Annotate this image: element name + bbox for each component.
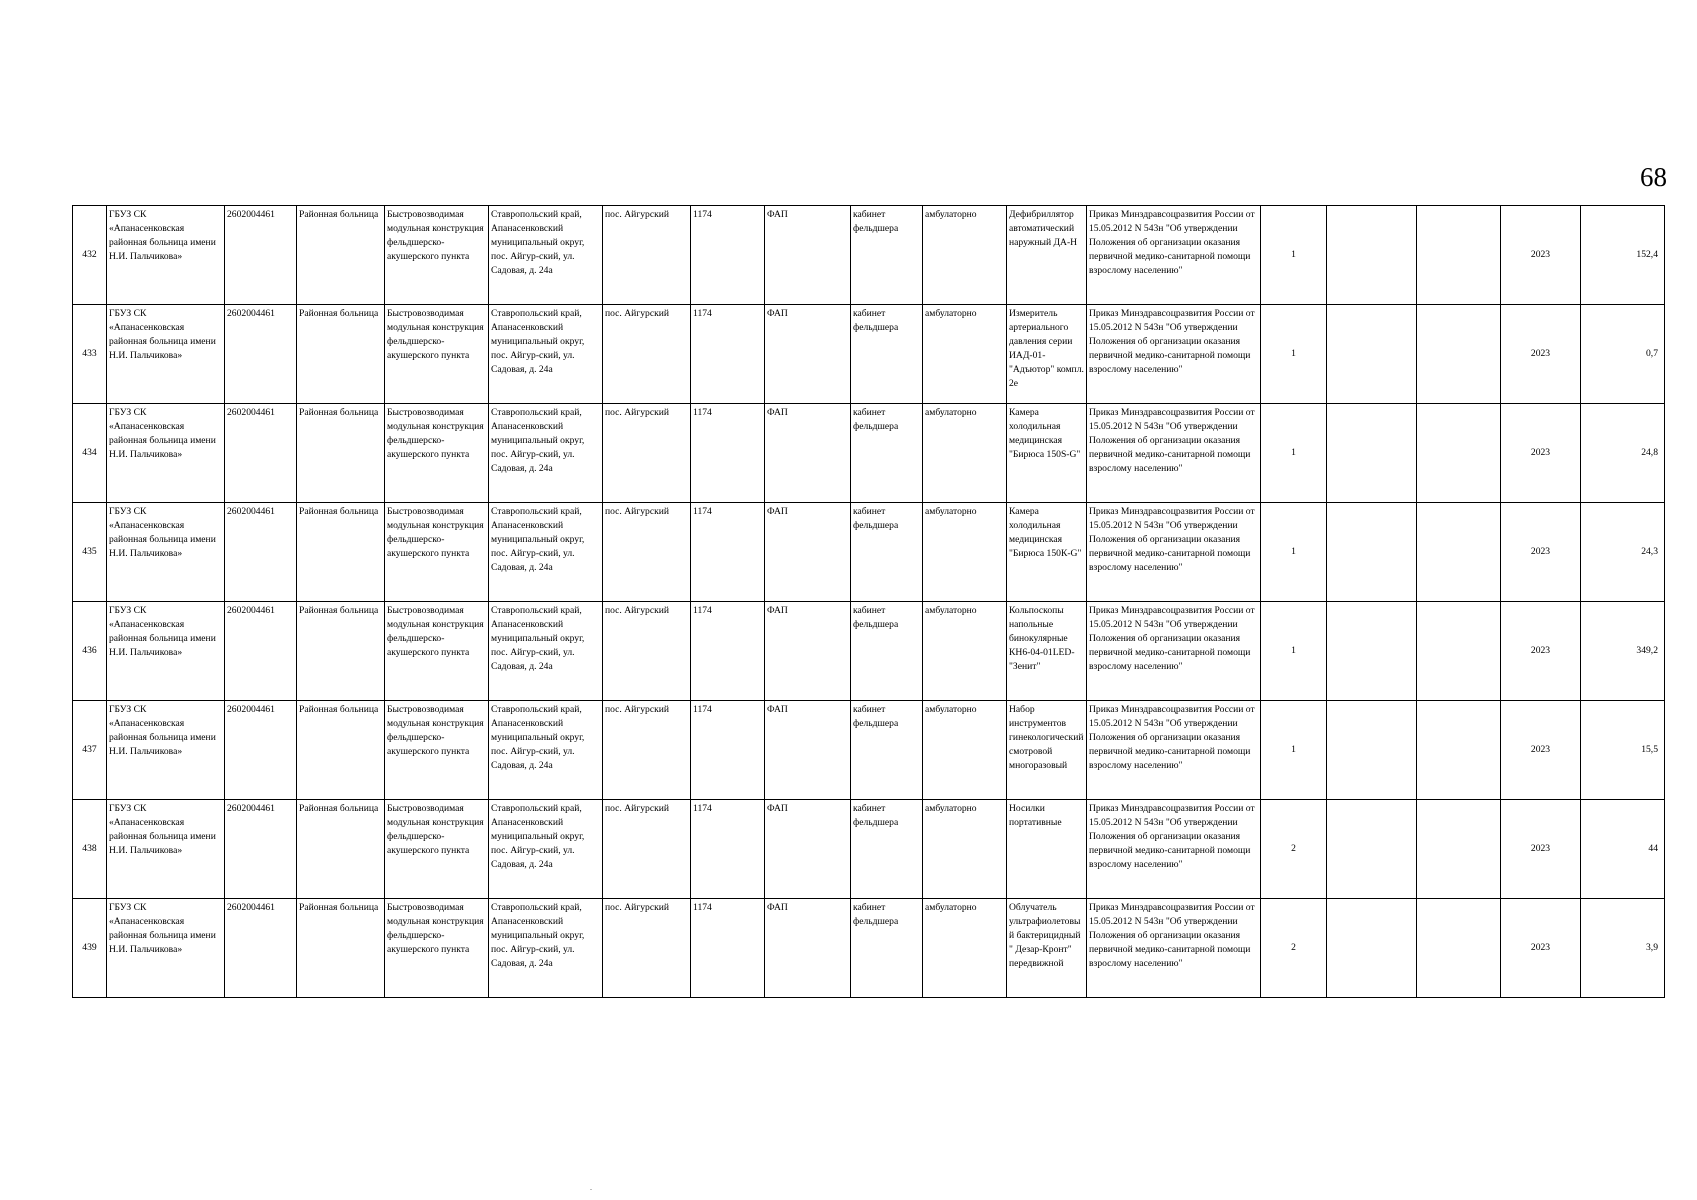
table-row bbox=[73, 602, 1665, 701]
scan-dot: . bbox=[590, 1183, 592, 1192]
facility-type-cell: Районная больница bbox=[297, 206, 385, 305]
unit-cell: ФАП bbox=[765, 602, 851, 701]
locality-cell: пос. Айгурский bbox=[603, 503, 691, 602]
price-cell: 3,9 bbox=[1581, 899, 1665, 998]
inn-cell: 2602004461 bbox=[225, 800, 297, 899]
table-row bbox=[73, 899, 1665, 998]
price-cell: 24,8 bbox=[1581, 404, 1665, 503]
table-row bbox=[73, 503, 1665, 602]
quantity-cell: 1 bbox=[1261, 206, 1327, 305]
quantity-cell: 1 bbox=[1261, 404, 1327, 503]
row-number: 439 bbox=[73, 899, 107, 998]
organization-cell: ГБУЗ СК «Апанасенковская районная больница имени Н.И. Пальчикова» bbox=[107, 206, 225, 305]
year-cell: 2023 bbox=[1501, 305, 1581, 404]
equipment-cell: Носилки портативные bbox=[1007, 800, 1087, 899]
address-cell: Ставропольский край, Апанасенковский муниципальный округ, пос. Айгур-ский, ул. Садовая, д. 24а bbox=[489, 701, 603, 800]
empty-cell bbox=[1327, 305, 1417, 404]
quantity-cell: 1 bbox=[1261, 503, 1327, 602]
building-cell: Быстровозводимая модульная конструкция фельдшерско-акушерского пункта bbox=[385, 602, 489, 701]
row-number: 435 bbox=[73, 503, 107, 602]
building-cell: Быстровозводимая модульная конструкция фельдшерско-акушерского пункта bbox=[385, 800, 489, 899]
building-cell: Быстровозводимая модульная конструкция фельдшерско-акушерского пункта bbox=[385, 404, 489, 503]
address-cell: Ставропольский край, Апанасенковский муниципальный округ, пос. Айгур-ский, ул. Садовая, д. 24а bbox=[489, 602, 603, 701]
unit-cell: ФАП bbox=[765, 404, 851, 503]
row-number: 434 bbox=[73, 404, 107, 503]
table-row bbox=[73, 305, 1665, 404]
price-cell: 24,3 bbox=[1581, 503, 1665, 602]
price-cell: 349,2 bbox=[1581, 602, 1665, 701]
mode-cell: амбулаторно bbox=[923, 206, 1007, 305]
equipment-cell: Камера холодильная медицинская "Бирюса 150S-G" bbox=[1007, 404, 1087, 503]
mode-cell: амбулаторно bbox=[923, 899, 1007, 998]
unit-cell: ФАП bbox=[765, 899, 851, 998]
facility-type-cell: Районная больница bbox=[297, 503, 385, 602]
locality-cell: пос. Айгурский bbox=[603, 701, 691, 800]
table-row bbox=[73, 404, 1665, 503]
facility-type-cell: Районная больница bbox=[297, 899, 385, 998]
room-cell: кабинет фельдшера bbox=[851, 503, 923, 602]
price-cell: 0,7 bbox=[1581, 305, 1665, 404]
inn-cell: 2602004461 bbox=[225, 701, 297, 800]
population-cell: 1174 bbox=[691, 404, 765, 503]
empty-cell bbox=[1327, 503, 1417, 602]
locality-cell: пос. Айгурский bbox=[603, 602, 691, 701]
year-cell: 2023 bbox=[1501, 602, 1581, 701]
room-cell: кабинет фельдшера bbox=[851, 701, 923, 800]
empty-cell bbox=[1417, 800, 1501, 899]
facility-type-cell: Районная больница bbox=[297, 404, 385, 503]
equipment-cell: Кольпоскопы напольные бинокулярные КН6-04-01LED-"Зенит" bbox=[1007, 602, 1087, 701]
organization-cell: ГБУЗ СК «Апанасенковская районная больница имени Н.И. Пальчикова» bbox=[107, 899, 225, 998]
inn-cell: 2602004461 bbox=[225, 206, 297, 305]
row-number: 438 bbox=[73, 800, 107, 899]
facility-type-cell: Районная больница bbox=[297, 602, 385, 701]
building-cell: Быстровозводимая модульная конструкция фельдшерско-акушерского пункта bbox=[385, 305, 489, 404]
quantity-cell: 2 bbox=[1261, 800, 1327, 899]
room-cell: кабинет фельдшера bbox=[851, 800, 923, 899]
row-number: 437 bbox=[73, 701, 107, 800]
year-cell: 2023 bbox=[1501, 701, 1581, 800]
organization-cell: ГБУЗ СК «Апанасенковская районная больница имени Н.И. Пальчикова» bbox=[107, 701, 225, 800]
equipment-table bbox=[72, 205, 1665, 998]
mode-cell: амбулаторно bbox=[923, 602, 1007, 701]
population-cell: 1174 bbox=[691, 206, 765, 305]
building-cell: Быстровозводимая модульная конструкция фельдшерско-акушерского пункта bbox=[385, 899, 489, 998]
inn-cell: 2602004461 bbox=[225, 899, 297, 998]
empty-cell bbox=[1417, 305, 1501, 404]
row-number: 432 bbox=[73, 206, 107, 305]
equipment-cell: Облучатель ультрафиолетовый бактерицидный " Дезар-Кронт" передвижной bbox=[1007, 899, 1087, 998]
population-cell: 1174 bbox=[691, 602, 765, 701]
population-cell: 1174 bbox=[691, 701, 765, 800]
building-cell: Быстровозводимая модульная конструкция фельдшерско-акушерского пункта bbox=[385, 206, 489, 305]
page-number: 68 bbox=[1640, 162, 1667, 192]
order-cell: Приказ Минздравсоцразвития России от 15.05.2012 N 543н "Об утверждении Положения об организации оказания первичной медико-санитарной помощи взрослому населению" bbox=[1087, 800, 1261, 899]
quantity-cell: 1 bbox=[1261, 305, 1327, 404]
unit-cell: ФАП bbox=[765, 206, 851, 305]
empty-cell bbox=[1327, 602, 1417, 701]
mode-cell: амбулаторно bbox=[923, 800, 1007, 899]
year-cell: 2023 bbox=[1501, 503, 1581, 602]
facility-type-cell: Районная больница bbox=[297, 701, 385, 800]
organization-cell: ГБУЗ СК «Апанасенковская районная больница имени Н.И. Пальчикова» bbox=[107, 305, 225, 404]
equipment-cell: Измеритель артериального давления серии ИАД-01-"Адъютор" компл. 2е bbox=[1007, 305, 1087, 404]
order-cell: Приказ Минздравсоцразвития России от 15.05.2012 N 543н "Об утверждении Положения об организации оказания первичной медико-санитарной помощи взрослому населению" bbox=[1087, 404, 1261, 503]
quantity-cell: 1 bbox=[1261, 602, 1327, 701]
year-cell: 2023 bbox=[1501, 404, 1581, 503]
empty-cell bbox=[1327, 899, 1417, 998]
population-cell: 1174 bbox=[691, 305, 765, 404]
table-row bbox=[73, 800, 1665, 899]
room-cell: кабинет фельдшера bbox=[851, 404, 923, 503]
locality-cell: пос. Айгурский bbox=[603, 206, 691, 305]
empty-cell bbox=[1417, 602, 1501, 701]
price-cell: 15,5 bbox=[1581, 701, 1665, 800]
empty-cell bbox=[1417, 899, 1501, 998]
equipment-cell: Дефибриллятор автоматический наружный ДА-Н bbox=[1007, 206, 1087, 305]
inn-cell: 2602004461 bbox=[225, 404, 297, 503]
empty-cell bbox=[1417, 503, 1501, 602]
empty-cell bbox=[1327, 800, 1417, 899]
order-cell: Приказ Минздравсоцразвития России от 15.05.2012 N 543н "Об утверждении Положения об организации оказания первичной медико-санитарной помощи взрослому населению" bbox=[1087, 503, 1261, 602]
locality-cell: пос. Айгурский bbox=[603, 404, 691, 503]
address-cell: Ставропольский край, Апанасенковский муниципальный округ, пос. Айгур-ский, ул. Садовая, д. 24а bbox=[489, 899, 603, 998]
order-cell: Приказ Минздравсоцразвития России от 15.05.2012 N 543н "Об утверждении Положения об организации оказания первичной медико-санитарной помощи взрослому населению" bbox=[1087, 899, 1261, 998]
inn-cell: 2602004461 bbox=[225, 305, 297, 404]
mode-cell: амбулаторно bbox=[923, 305, 1007, 404]
equipment-cell: Камера холодильная медицинская "Бирюса 150К-G" bbox=[1007, 503, 1087, 602]
mode-cell: амбулаторно bbox=[923, 503, 1007, 602]
facility-type-cell: Районная больница bbox=[297, 800, 385, 899]
empty-cell bbox=[1327, 701, 1417, 800]
empty-cell bbox=[1417, 206, 1501, 305]
locality-cell: пос. Айгурский bbox=[603, 800, 691, 899]
address-cell: Ставропольский край, Апанасенковский муниципальный округ, пос. Айгур-ский, ул. Садовая, д. 24а bbox=[489, 305, 603, 404]
year-cell: 2023 bbox=[1501, 800, 1581, 899]
unit-cell: ФАП bbox=[765, 800, 851, 899]
locality-cell: пос. Айгурский bbox=[603, 899, 691, 998]
unit-cell: ФАП bbox=[765, 503, 851, 602]
empty-cell bbox=[1327, 404, 1417, 503]
equipment-cell: Набор инструментов гинекологический смотровой многоразовый bbox=[1007, 701, 1087, 800]
table-row bbox=[73, 206, 1665, 305]
mode-cell: амбулаторно bbox=[923, 404, 1007, 503]
empty-cell bbox=[1417, 701, 1501, 800]
building-cell: Быстровозводимая модульная конструкция фельдшерско-акушерского пункта bbox=[385, 701, 489, 800]
population-cell: 1174 bbox=[691, 800, 765, 899]
organization-cell: ГБУЗ СК «Апанасенковская районная больница имени Н.И. Пальчикова» bbox=[107, 503, 225, 602]
year-cell: 2023 bbox=[1501, 899, 1581, 998]
table-row bbox=[73, 701, 1665, 800]
order-cell: Приказ Минздравсоцразвития России от 15.05.2012 N 543н "Об утверждении Положения об организации оказания первичной медико-санитарной помощи взрослому населению" bbox=[1087, 602, 1261, 701]
price-cell: 152,4 bbox=[1581, 206, 1665, 305]
address-cell: Ставропольский край, Апанасенковский муниципальный округ, пос. Айгур-ский, ул. Садовая, д. 24а bbox=[489, 404, 603, 503]
organization-cell: ГБУЗ СК «Апанасенковская районная больница имени Н.И. Пальчикова» bbox=[107, 800, 225, 899]
unit-cell: ФАП bbox=[765, 701, 851, 800]
empty-cell bbox=[1417, 404, 1501, 503]
year-cell: 2023 bbox=[1501, 206, 1581, 305]
room-cell: кабинет фельдшера bbox=[851, 899, 923, 998]
room-cell: кабинет фельдшера bbox=[851, 206, 923, 305]
organization-cell: ГБУЗ СК «Апанасенковская районная больница имени Н.И. Пальчикова» bbox=[107, 602, 225, 701]
room-cell: кабинет фельдшера bbox=[851, 305, 923, 404]
address-cell: Ставропольский край, Апанасенковский муниципальный округ, пос. Айгур-ский, ул. Садовая, д. 24а bbox=[489, 800, 603, 899]
order-cell: Приказ Минздравсоцразвития России от 15.05.2012 N 543н "Об утверждении Положения об организации оказания первичной медико-санитарной помощи взрослому населению" bbox=[1087, 701, 1261, 800]
room-cell: кабинет фельдшера bbox=[851, 602, 923, 701]
order-cell: Приказ Минздравсоцразвития России от 15.05.2012 N 543н "Об утверждении Положения об организации оказания первичной медико-санитарной помощи взрослому населению" bbox=[1087, 305, 1261, 404]
organization-cell: ГБУЗ СК «Апанасенковская районная больница имени Н.И. Пальчикова» bbox=[107, 404, 225, 503]
mode-cell: амбулаторно bbox=[923, 701, 1007, 800]
row-number: 436 bbox=[73, 602, 107, 701]
row-number: 433 bbox=[73, 305, 107, 404]
quantity-cell: 1 bbox=[1261, 701, 1327, 800]
unit-cell: ФАП bbox=[765, 305, 851, 404]
order-cell: Приказ Минздравсоцразвития России от 15.05.2012 N 543н "Об утверждении Положения об организации оказания первичной медико-санитарной помощи взрослому населению" bbox=[1087, 206, 1261, 305]
quantity-cell: 2 bbox=[1261, 899, 1327, 998]
building-cell: Быстровозводимая модульная конструкция фельдшерско-акушерского пункта bbox=[385, 503, 489, 602]
price-cell: 44 bbox=[1581, 800, 1665, 899]
facility-type-cell: Районная больница bbox=[297, 305, 385, 404]
address-cell: Ставропольский край, Апанасенковский муниципальный округ, пос. Айгур-ский, ул. Садовая, д. 24а bbox=[489, 503, 603, 602]
locality-cell: пос. Айгурский bbox=[603, 305, 691, 404]
inn-cell: 2602004461 bbox=[225, 602, 297, 701]
population-cell: 1174 bbox=[691, 503, 765, 602]
empty-cell bbox=[1327, 206, 1417, 305]
address-cell: Ставропольский край, Апанасенковский муниципальный округ, пос. Айгур-ский, ул. Садовая, д. 24а bbox=[489, 206, 603, 305]
population-cell: 1174 bbox=[691, 899, 765, 998]
inn-cell: 2602004461 bbox=[225, 503, 297, 602]
